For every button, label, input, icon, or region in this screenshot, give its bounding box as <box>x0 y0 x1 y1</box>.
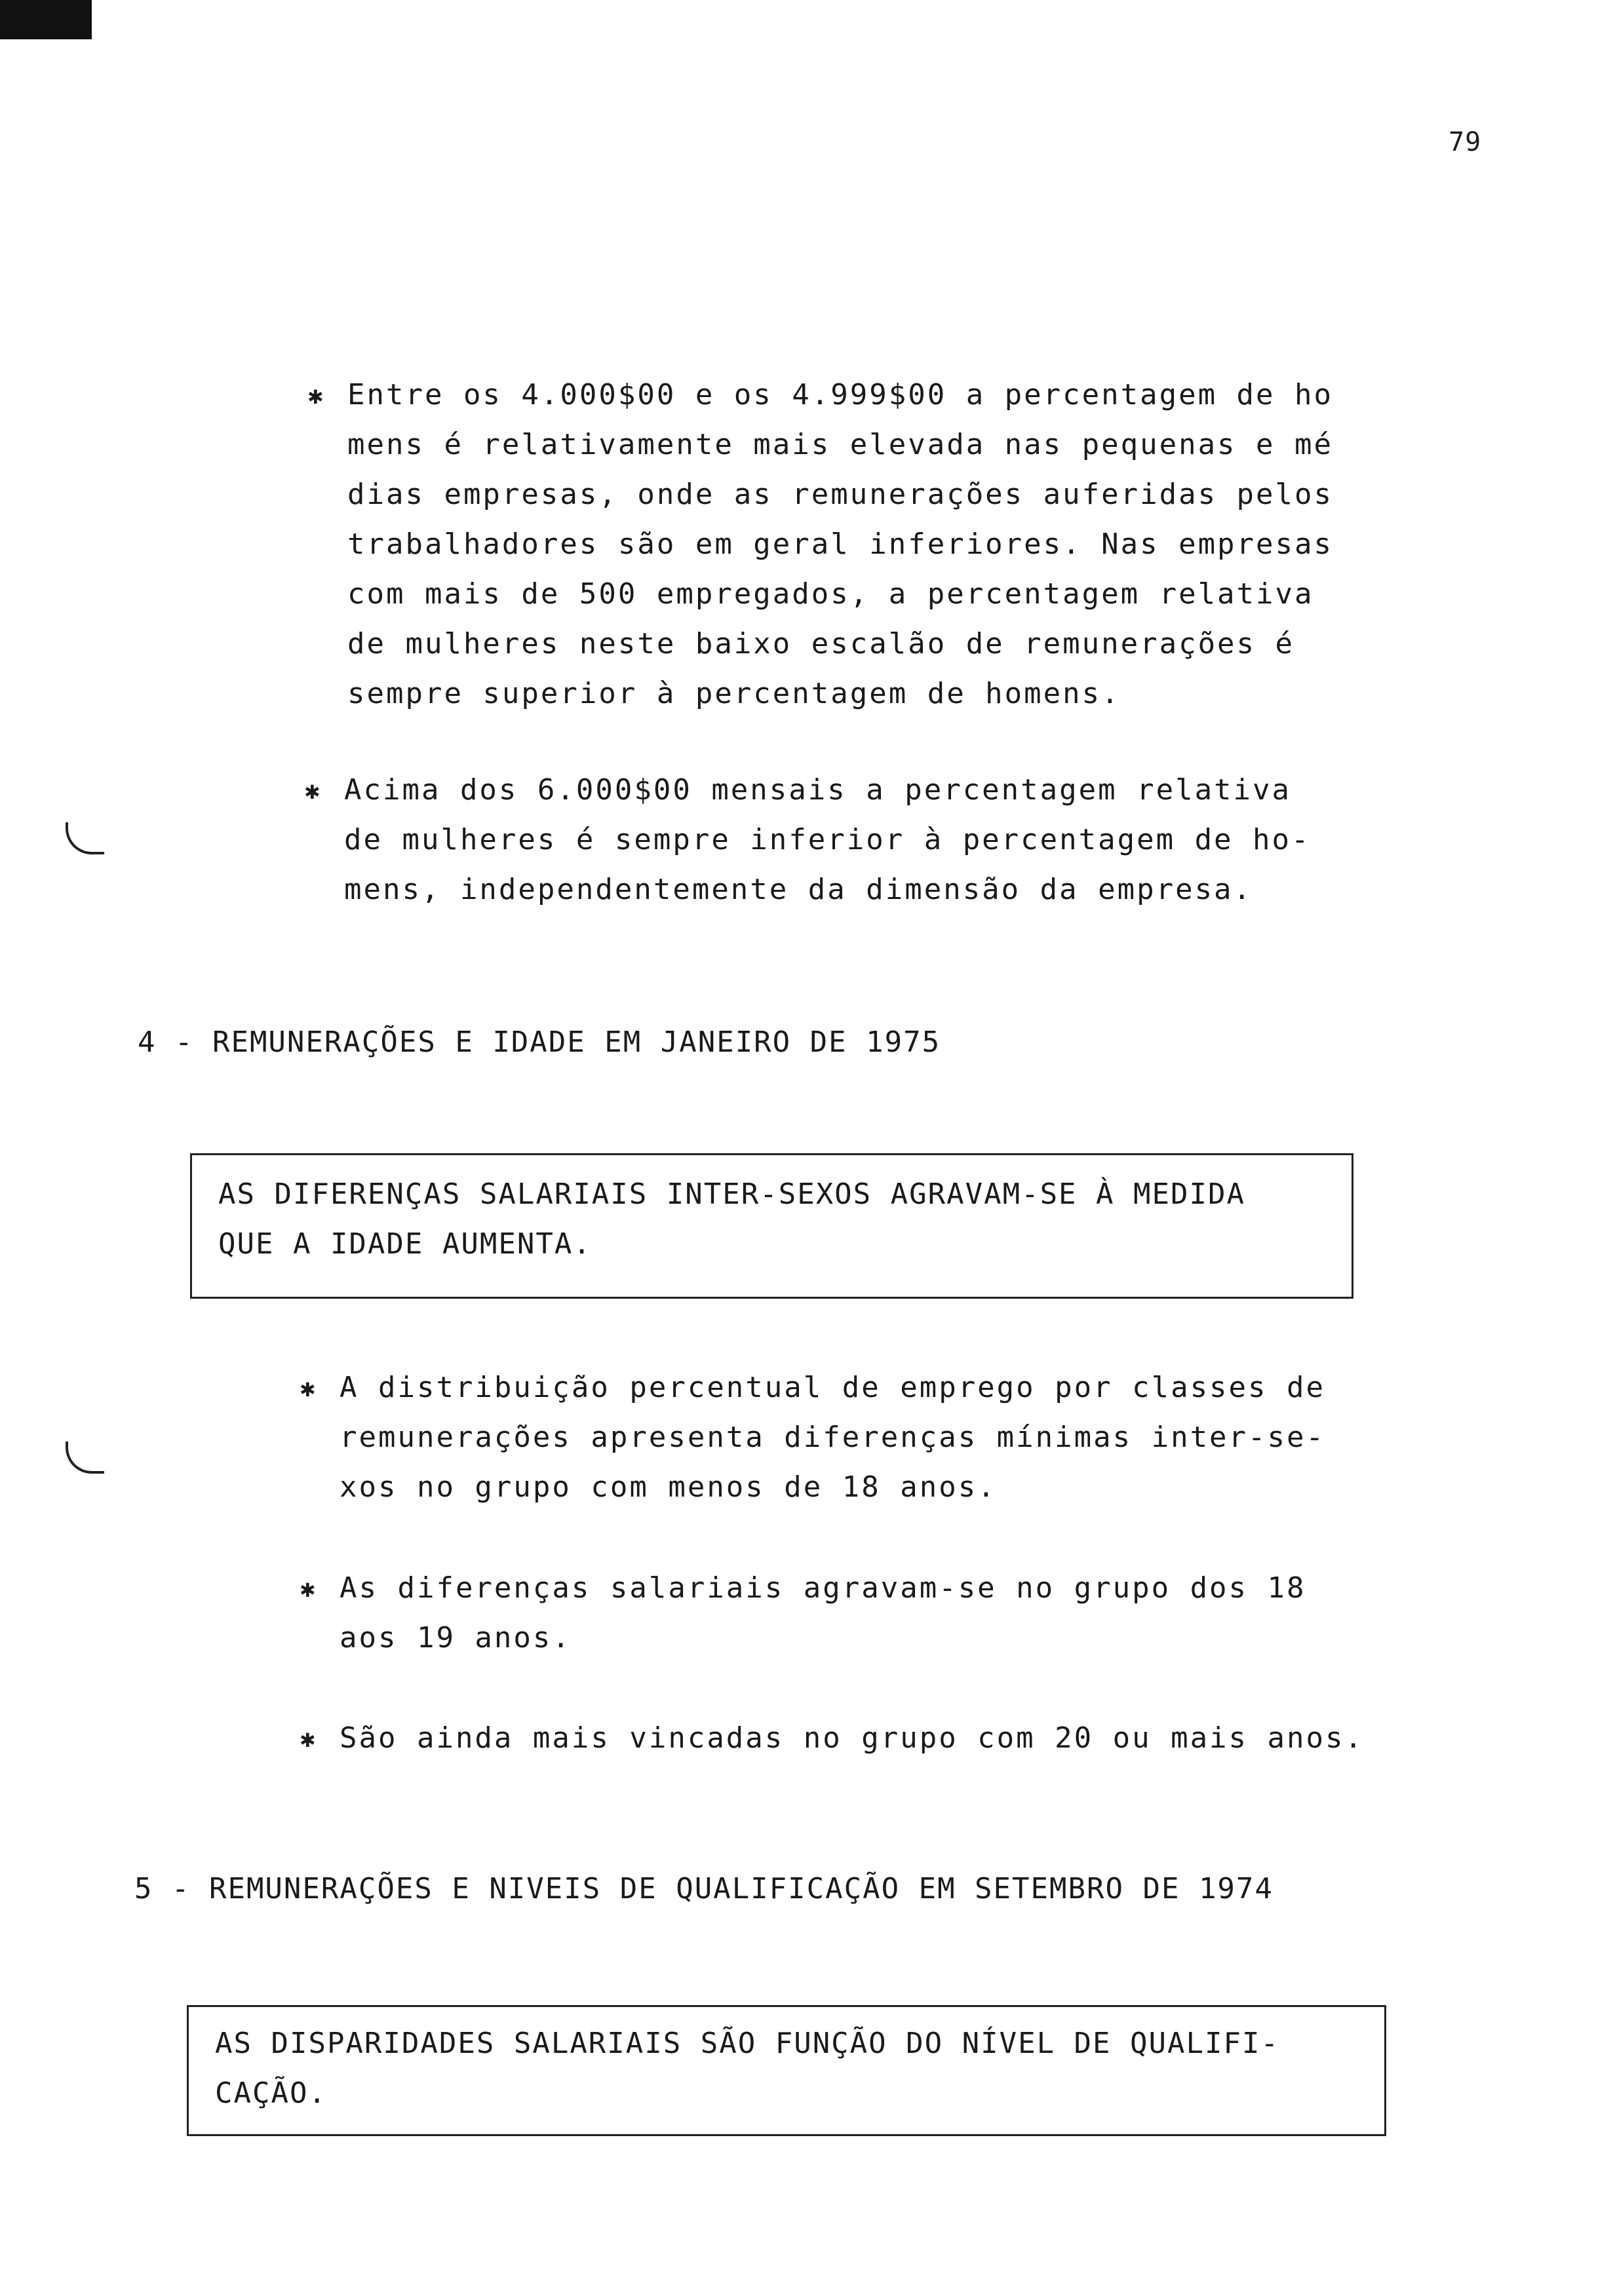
bullet-icon: ✱ <box>308 381 325 410</box>
box-line: AS DIFERENÇAS SALARIAIS INTER-SEXOS AGRAVAM-SE À MEDIDA <box>218 1177 1245 1211</box>
bullet-icon: ✱ <box>300 1373 317 1402</box>
bullet-line: trabalhadores são em geral inferiores. Nas empresas <box>347 527 1334 561</box>
bullet-icon: ✱ <box>305 776 322 805</box>
box-line: AS DISPARIDADES SALARIAIS SÃO FUNÇÃO DO NÍVEL DE QUALIFI- <box>215 2027 1279 2060</box>
margin-mark <box>66 822 104 854</box>
bullet-line: remunerações apresenta diferenças mínimas inter-se- <box>340 1421 1326 1454</box>
bullet-line: xos no grupo com menos de 18 anos. <box>340 1470 997 1504</box>
bullet-line: Acima dos 6.000$00 mensais a percentagem relativa <box>344 773 1292 807</box>
bullet-icon: ✱ <box>300 1574 317 1603</box>
bullet-line: de mulheres neste baixo escalão de remunerações é <box>347 627 1295 660</box>
scan-smudge <box>0 0 92 39</box>
bullet-line: Entre os 4.000$00 e os 4.999$00 a percentagem de ho <box>347 378 1334 411</box>
section-5-summary-box <box>187 2005 1386 2136</box>
bullet-line: mens, independentemente da dimensão da empresa. <box>344 873 1253 906</box>
bullet-item <box>300 1713 1364 1763</box>
bullet-line: São ainda mais vincadas no grupo com 20 ou mais anos. <box>340 1721 1364 1755</box>
margin-mark <box>66 1442 104 1474</box>
bullet-icon: ✱ <box>300 1724 317 1753</box>
page-number: 79 <box>1449 127 1482 157</box>
bullet-line: aos 19 anos. <box>340 1621 572 1655</box>
bullet-line: com mais de 500 empregados, a percentagem relativa <box>347 577 1314 611</box>
bullet-item <box>305 765 1311 915</box>
section-heading-5: 5 - REMUNERAÇÕES E NIVEIS DE QUALIFICAÇÃO EM SETEMBRO DE 1974 <box>134 1872 1274 1905</box>
bullet-line: sempre superior à percentagem de homens. <box>347 677 1121 710</box>
box-line: QUE A IDADE AUMENTA. <box>218 1227 592 1261</box>
section-4-summary-box <box>190 1153 1353 1299</box>
bullet-line: A distribuição percentual de emprego por classes de <box>340 1371 1326 1404</box>
bullet-line: de mulheres é sempre inferior à percentagem de ho- <box>344 823 1311 856</box>
bullet-item <box>308 370 1334 719</box>
bullet-line: As diferenças salariais agravam-se no grupo dos 18 <box>340 1571 1306 1605</box>
bullet-item <box>300 1563 1306 1663</box>
bullet-line: dias empresas, onde as remunerações auferidas pelos <box>347 478 1334 511</box>
bullet-item <box>300 1363 1326 1512</box>
bullet-line: mens é relativamente mais elevada nas pequenas e mé <box>347 428 1334 461</box>
section-heading-4: 4 - REMUNERAÇÕES E IDADE EM JANEIRO DE 1975 <box>138 1025 941 1059</box>
box-line: CAÇÃO. <box>215 2076 327 2110</box>
